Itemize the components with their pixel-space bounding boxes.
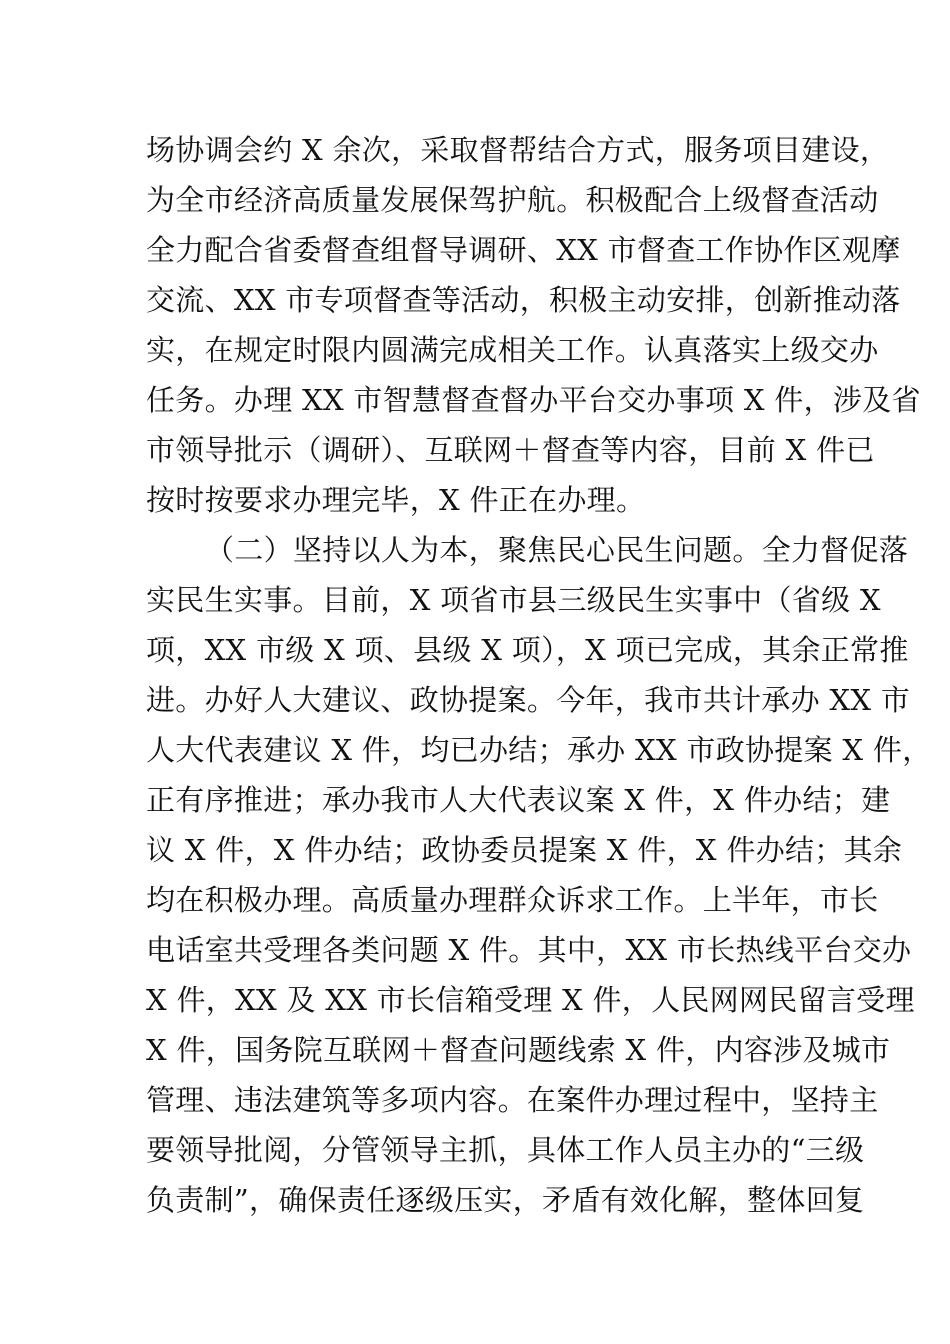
section-heading-line: （二）坚持以人为本，聚焦民心民生问题。全力督促落 bbox=[205, 533, 909, 567]
text-line: 交流、XX 市专项督查等活动，积极主动安排，创新推动落 bbox=[146, 283, 901, 317]
text-line: 场协调会约 X 余次，采取督帮结合方式，服务项目建设， bbox=[146, 133, 890, 167]
text-line: X 件，国务院互联网＋督查问题线索 X 件，内容涉及城市 bbox=[146, 1033, 891, 1067]
text-line: 管理、违法建筑等多项内容。在案件办理过程中，坚持主 bbox=[146, 1083, 879, 1117]
text-line: 负责制”，确保责任逐级压实，矛盾有效化解，整体回复 bbox=[146, 1183, 865, 1217]
text-line: 为全市经济高质量发展保驾护航。积极配合上级督查活动 bbox=[146, 183, 879, 217]
text-line: 均在积极办理。高质量办理群众诉求工作。上半年，市长 bbox=[146, 883, 879, 917]
text-line: 议 X 件，X 件办结；政协委员提案 X 件，X 件办结；其余 bbox=[146, 833, 903, 867]
text-line: X 件，XX 及 XX 市长信箱受理 X 件，人民网网民留言受理 bbox=[146, 983, 915, 1017]
text-line: 实，在规定时限内圆满完成相关工作。认真落实上级交办 bbox=[146, 333, 879, 367]
text-line: 要领导批阅，分管领导主抓，具体工作人员主办的“三级 bbox=[146, 1133, 865, 1167]
text-line: 正有序推进；承办我市人大代表议案 X 件，X 件办结；建 bbox=[146, 783, 891, 817]
text-line: 人大代表建议 X 件，均已办结；承办 XX 市政协提案 X 件， bbox=[146, 733, 932, 767]
text-line: 电话室共受理各类问题 X 件。其中，XX 市长热线平台交办 bbox=[146, 933, 912, 967]
text-line: 按时按要求办理完毕，X 件正在办理。 bbox=[146, 483, 646, 517]
text-line: 实民生实事。目前，X 项省市县三级民生实事中（省级 X bbox=[146, 583, 881, 617]
text-line: 全力配合省委督查组督导调研、XX 市督查工作协作区观摩 bbox=[146, 233, 901, 267]
text-line: 市领导批示（调研）、互联网＋督查等内容，目前 X 件已 bbox=[146, 433, 875, 467]
text-line: 任务。办理 XX 市智慧督查督办平台交办事项 X 件，涉及省 bbox=[146, 383, 921, 417]
text-line: 项，XX 市级 X 项、县级 X 项），X 项已完成，其余正常推 bbox=[146, 633, 909, 667]
text-line: 进。办好人大建议、政协提案。今年，我市共计承办 XX 市 bbox=[146, 683, 911, 717]
